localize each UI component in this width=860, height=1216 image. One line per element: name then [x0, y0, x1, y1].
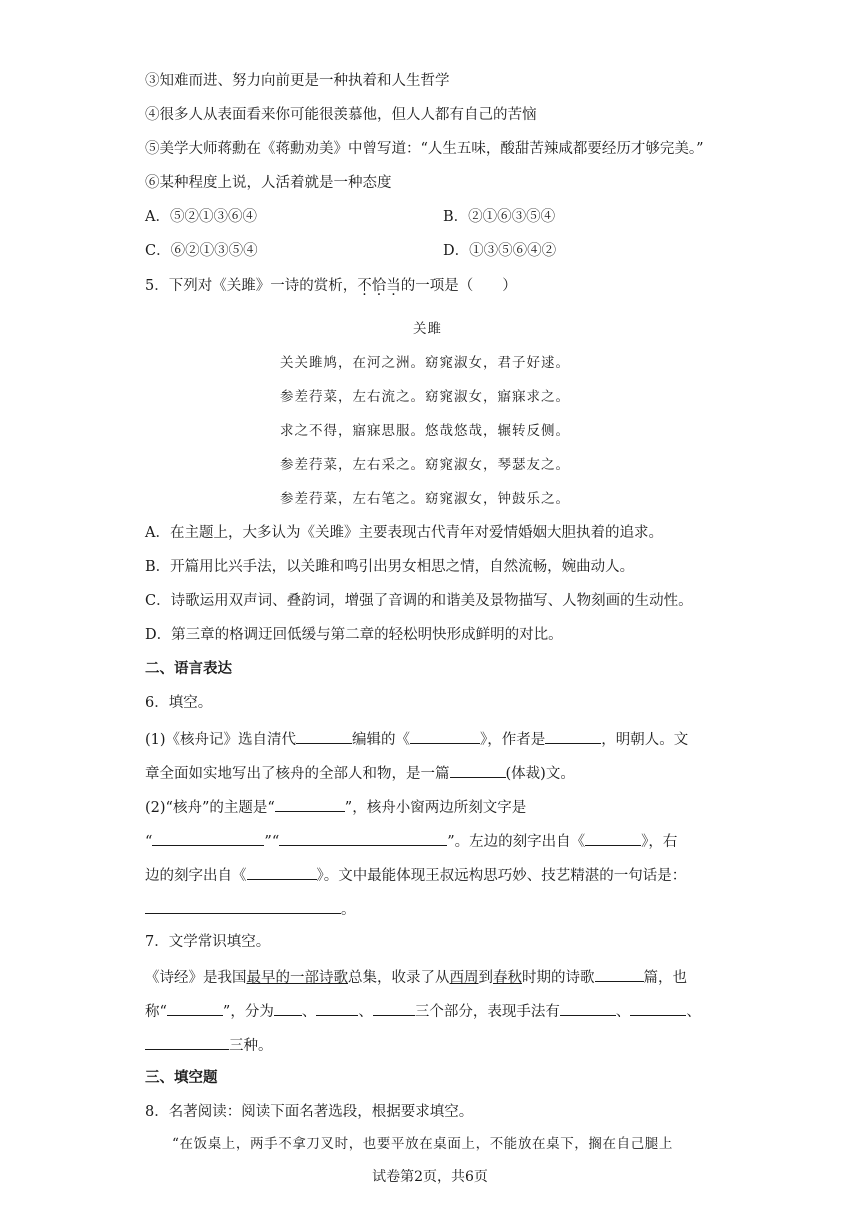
text: 、 [301, 1004, 317, 1020]
underlined-text: 西周 [449, 970, 479, 986]
answer-blank[interactable] [560, 999, 616, 1016]
text: 、 [686, 1004, 701, 1020]
text: 三个部分，表现手法有 [414, 1004, 560, 1020]
section-heading: 二、语言表达 [145, 660, 232, 677]
text: 章全面如实地写出了核舟的全部人和物，是一篇 [145, 766, 450, 782]
text: 篇，也 [643, 970, 687, 986]
poem-line: 关关雎鸠，在河之洲。窈窕淑女，君子好逑。 [280, 355, 570, 371]
poem-line: 求之不得，寤寐思服。悠哉悠哉，辗转反侧。 [280, 423, 570, 439]
answer-blank[interactable] [274, 999, 302, 1016]
text: 编辑的《 [352, 732, 411, 748]
text: 》，作者是 [480, 732, 546, 748]
answer-blank[interactable] [167, 999, 223, 1016]
q5-option-c: C．诗歌运用双声词、叠韵词，增强了音调的和谐美及景物描写、人物刻画的生动性。 [145, 593, 693, 609]
text: 》。文中最能体现王叔远构思巧妙、技艺精湛的一句话是： [316, 868, 687, 884]
text: 时期的诗歌 [522, 970, 595, 986]
q5-option-a: A．在主题上，大多认为《关雎》主要表现古代青年对爱情婚姻大胆执着的追求。 [145, 525, 663, 541]
text: 、 [358, 1004, 373, 1020]
answer-blank[interactable] [316, 999, 358, 1016]
answer-blank[interactable] [247, 863, 317, 880]
q6-part1-line2 [145, 761, 575, 785]
poem-line: 参差荇菜，左右流之。窈窕淑女，寤寐求之。 [280, 389, 570, 405]
text: 称“ [145, 1004, 167, 1020]
answer-blank[interactable] [595, 965, 644, 982]
emphasis-char: 恰 [371, 278, 387, 294]
text: 总集，收录了从 [348, 970, 450, 986]
answer-blank[interactable] [373, 999, 415, 1016]
emphasis-char: 不 [357, 278, 372, 294]
q8-quote: “在饭桌上，两手不拿刀叉时，也要平放在桌面上，不能放在桌下，搁在自己腿上 [172, 1136, 674, 1152]
q5-stem-after: 的一项是（ ） [400, 278, 517, 294]
q7-line2 [145, 999, 701, 1023]
text: ”，分为 [222, 1004, 274, 1020]
q4-option-b: B．②①⑥③⑤④ [443, 209, 556, 225]
answer-blank[interactable] [545, 727, 601, 744]
answer-blank[interactable] [585, 829, 641, 846]
q5-option-b: B．开篇用比兴手法，以关雎和鸣引出男女相思之情，自然流畅，婉曲动人。 [145, 559, 635, 575]
text: ”。左边的刻字出自《 [447, 834, 586, 850]
answer-blank[interactable] [275, 795, 345, 812]
answer-blank[interactable] [145, 1033, 229, 1050]
q6-part1-line1 [145, 727, 688, 751]
answer-blank[interactable] [410, 727, 480, 744]
text: 》，右 [641, 834, 678, 850]
text: ”，核舟小窗两边所刻文字是 [344, 800, 527, 816]
q6-title: 6．填空。 [145, 695, 213, 711]
text: (2)“核舟”的主题是“ [145, 800, 275, 816]
q6-part2-line4 [145, 897, 356, 921]
q4-option-c: C．⑥②①③⑤④ [145, 243, 258, 259]
answer-blank[interactable] [450, 761, 506, 778]
q8-title: 8．名著阅读：阅读下面名著选段，根据要求填空。 [145, 1104, 474, 1120]
underlined-text: 最早的一部诗歌 [246, 970, 348, 986]
text: 《诗经》是我国 [145, 970, 247, 986]
answer-blank[interactable] [296, 727, 352, 744]
q7-line3 [145, 1033, 273, 1057]
underlined-text: 春秋 [493, 970, 522, 986]
text: (体裁)文。 [505, 766, 575, 782]
poem-line: 参差荇菜，左右笔之。窈窕淑女，钟鼓乐之。 [280, 491, 570, 507]
page-footer: 试卷第2页，共6页 [372, 1169, 488, 1185]
text: 。 [341, 902, 356, 918]
q4-item-3: ③知难而进、努力向前更是一种执着和人生哲学 [145, 73, 450, 89]
q5-option-d: D．第三章的格调迂回低缓与第二章的轻松明快形成鲜明的对比。 [145, 627, 563, 643]
text: ”“ [264, 834, 280, 850]
q4-item-5: ⑤美学大师蒋勳在《蒋勳劝美》中曾写道：“人生五味，酸甜苦辣咸都要经历才够完美。” [145, 141, 704, 157]
q6-part2-line1 [145, 795, 526, 819]
answer-blank[interactable] [279, 829, 447, 846]
answer-blank[interactable] [145, 897, 341, 914]
text: 、 [615, 1004, 631, 1020]
section-heading: 三、填空题 [145, 1069, 218, 1086]
poem-title: 关雎 [413, 321, 442, 337]
q5-stem [145, 275, 517, 297]
q4-item-6: ⑥某种程度上说，人活着就是一种态度 [145, 175, 392, 191]
q6-part2-line3 [145, 863, 686, 887]
text: “ [145, 834, 153, 850]
emphasis-char: 当 [386, 278, 401, 294]
q4-option-a: A．⑤②①③⑥④ [145, 209, 257, 225]
text: 三种。 [229, 1038, 273, 1054]
text: 边的刻字出自《 [145, 868, 247, 884]
q7-line1 [145, 965, 687, 989]
q5-stem-before: 5．下列对《关雎》一诗的赏析， [145, 278, 358, 294]
q4-item-4: ④很多人从表面看来你可能很羡慕他，但人人都有自己的苦恼 [145, 107, 537, 123]
text: 到 [478, 970, 493, 986]
q6-part2-line2 [145, 829, 677, 853]
answer-blank[interactable] [630, 999, 686, 1016]
poem-line: 参差荇菜，左右采之。窈窕淑女，琴瑟友之。 [280, 457, 570, 473]
answer-blank[interactable] [152, 829, 264, 846]
text: (1)《核舟记》选自清代 [145, 732, 297, 748]
q4-option-d: D．①③⑤⑥④② [443, 243, 557, 259]
text: ，明朝人。文 [601, 732, 689, 748]
q7-title: 7．文学常识填空。 [145, 934, 271, 950]
